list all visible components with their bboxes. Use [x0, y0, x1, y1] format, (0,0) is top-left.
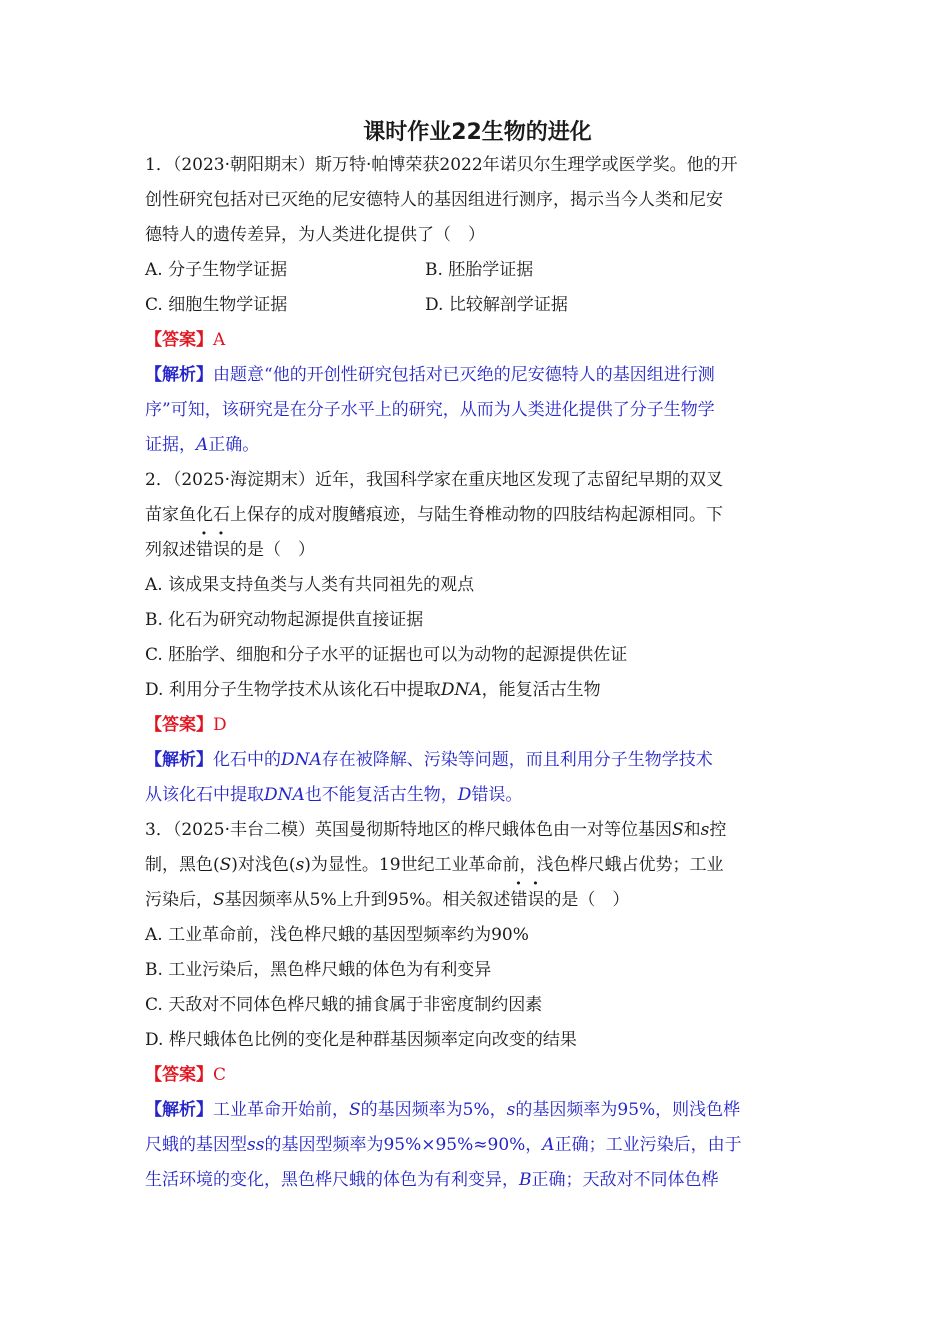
math-number: 5% — [462, 1100, 490, 1120]
question-1-stem-line-3: 德特人的遗传差异，为人类进化提供了（ ） — [145, 225, 485, 245]
answer-value: A — [213, 330, 226, 350]
math-variable: s — [295, 855, 305, 875]
math-variable: D — [457, 785, 472, 805]
question-3-stem-line-2 — [145, 848, 810, 883]
math-number: 95% — [617, 1100, 656, 1120]
math-variable: S — [349, 1100, 361, 1120]
page-title: 课时作业22生物的进化 — [363, 120, 592, 145]
explanation-text: 从该化石中提取 — [145, 785, 264, 805]
question-3-option-a — [145, 918, 810, 953]
math-variable: ss — [247, 1135, 265, 1155]
question-3-option-d: D. 桦尺蛾体色比例的变化是种群基因频率定向改变的结果 — [145, 1030, 577, 1050]
question-2-explanation-line-1 — [145, 743, 810, 778]
emphasis-dot-char: 错 — [196, 540, 213, 560]
explanation-text: 证据， — [145, 435, 196, 455]
question-3-stem-line-3 — [145, 883, 810, 918]
question-2-option-a: A. 该成果支持鱼类与人类有共同祖先的观点 — [145, 575, 475, 595]
document-page — [145, 118, 810, 1198]
stem-text: 控 — [709, 820, 727, 840]
question-1-option-d: D. 比较解剖学证据 — [425, 295, 568, 315]
stem-text: 列叙述 — [145, 540, 196, 560]
question-3-option-b: B. 工业污染后，黑色桦尺蛾的体色为有利变异 — [145, 960, 492, 980]
question-1-option-b: B. 胚胎学证据 — [425, 260, 534, 280]
answer-value: C — [213, 1065, 227, 1085]
question-1-explanation-line-1 — [145, 358, 810, 393]
math-number: 5% — [309, 890, 337, 910]
stem-text: 制，黑色( — [145, 855, 220, 875]
explanation-text: 的基因型频率为 — [264, 1135, 384, 1155]
stem-text: )对浅色( — [231, 855, 296, 875]
math-variable: A — [196, 435, 209, 455]
question-3-explanation-line-2 — [145, 1128, 810, 1163]
question-2-stem-line-3 — [145, 533, 810, 568]
question-3-answer — [145, 1058, 810, 1093]
explanation-text: 化石中的 — [213, 750, 281, 770]
question-2-option-c: C. 胚胎学、细胞和分子水平的证据也可以为动物的起源提供佐证 — [145, 645, 628, 665]
emphasis-dot-char: 误 — [213, 540, 230, 560]
explanation-text: 的基因频率为 — [515, 1100, 618, 1120]
answer-tag: 【答案】 — [145, 1065, 213, 1085]
explanation-text: 存在被降解、污染等问题，而且利用分子生物学技术 — [321, 750, 713, 770]
question-3 — [145, 813, 810, 1198]
question-1-option-a: A. 分子生物学证据 — [145, 260, 288, 280]
option-text: D. 利用分子生物学技术从该化石中提取 — [145, 680, 441, 700]
question-2-stem-line-2: 苗家鱼化石上保存的成对腹鳍痕迹，与陆生脊椎动物的四肢结构起源相同。下 — [145, 505, 723, 525]
answer-tag: 【答案】 — [145, 330, 213, 350]
stem-text: )为显性。19世纪工业革命前，浅色桦尺蛾占优势；工业 — [304, 855, 724, 875]
question-1-answer — [145, 323, 810, 358]
answer-tag: 【答案】 — [145, 715, 213, 735]
question-2-stem-line-1: 2．（2025·海淀期末）近年，我国科学家在重庆地区发现了志留纪早期的双叉 — [145, 470, 723, 490]
stem-text: 基因频率从 — [224, 890, 310, 910]
option-text: A. 工业革命前，浅色桦尺蛾的基因型频率约为 — [145, 925, 492, 945]
explanation-text: ，则浅色桦 — [655, 1100, 741, 1120]
explanation-text: 正确。 — [208, 435, 260, 455]
question-1-options-row-1 — [145, 253, 810, 288]
math-variable: s — [506, 1100, 516, 1120]
stem-text: 污染后， — [145, 890, 213, 910]
stem-text: 的是（ ） — [230, 540, 315, 560]
explanation-text: 正确；天敌对不同体色桦 — [531, 1170, 719, 1190]
math-number: 95% — [387, 890, 426, 910]
explanation-text: 尺蛾的基因型 — [145, 1135, 247, 1155]
math-variable: S — [671, 820, 684, 840]
math-variable: DNA — [281, 750, 322, 770]
math-number: 90% — [491, 925, 529, 945]
question-1 — [145, 148, 810, 463]
stem-text: 的是（ ） — [544, 890, 630, 910]
stem-text: 3．（2025·丰台二模）英国曼彻斯特地区的桦尺蛾体色由一对等位基因 — [145, 820, 672, 840]
answer-value: D — [213, 715, 227, 735]
explanation-text: 也不能复活古生物， — [304, 785, 458, 805]
stem-text: 和 — [683, 820, 701, 840]
explanation-text: ， — [489, 1100, 507, 1120]
question-2-explanation-line-2 — [145, 778, 810, 813]
math-variable: B — [519, 1170, 532, 1190]
question-1-options-row-2 — [145, 288, 810, 323]
question-2-option-d — [145, 673, 810, 708]
explanation-text: ， — [525, 1135, 543, 1155]
explanation-text: 由题意“他的开创性研究包括对已灭绝的尼安德特人的基因组进行测 — [213, 365, 715, 385]
question-3-explanation-line-1 — [145, 1093, 810, 1128]
stem-text: 。相关叙述 — [425, 890, 511, 910]
question-3-explanation-line-3 — [145, 1163, 810, 1198]
math-variable: DNA — [440, 680, 482, 700]
question-1-stem-line-1: 1．（2023·朝阳期末）斯万特·帕博荣获2022年诺贝尔生理学或医学奖。他的开 — [145, 155, 738, 175]
question-1-stem-line-2: 创性研究包括对已灭绝的尼安德特人的基因组进行测序，揭示当今人类和尼安 — [145, 190, 723, 210]
question-3-option-c: C. 天敌对不同体色桦尺蛾的捕食属于非密度制约因素 — [145, 995, 543, 1015]
explanation-tag: 【解析】 — [145, 365, 213, 385]
emphasis-dot-char: 误 — [527, 890, 545, 910]
explanation-text: 工业革命开始前， — [213, 1100, 349, 1120]
question-1-explanation-line-2: 序”可知，该研究是在分子水平上的研究，从而为人类进化提供了分子生物学 — [145, 400, 715, 420]
question-1-explanation-line-3 — [145, 428, 810, 463]
question-3-stem-line-1 — [145, 813, 810, 848]
explanation-text: 正确；工业污染后，由于 — [554, 1135, 742, 1155]
math-variable: S — [213, 890, 225, 910]
explanation-tag: 【解析】 — [145, 1100, 213, 1120]
math-number: 95%×95%≈90% — [383, 1135, 526, 1155]
explanation-text: 的基因频率为 — [360, 1100, 463, 1120]
question-2 — [145, 463, 810, 813]
question-2-answer — [145, 708, 810, 743]
option-text: ，能复活古生物 — [481, 680, 601, 700]
explanation-tag: 【解析】 — [145, 750, 213, 770]
explanation-text: 生活环境的变化，黑色桦尺蛾的体色为有利变异， — [145, 1170, 519, 1190]
math-variable: A — [542, 1135, 555, 1155]
emphasis-dot-char: 错 — [510, 890, 528, 910]
question-2-option-b: B. 化石为研究动物起源提供直接证据 — [145, 610, 424, 630]
stem-text: 上升到 — [336, 890, 388, 910]
math-variable: DNA — [264, 785, 305, 805]
question-1-option-c: C. 细胞生物学证据 — [145, 295, 288, 315]
math-variable: S — [219, 855, 232, 875]
math-variable: s — [700, 820, 710, 840]
explanation-text: 错误。 — [471, 785, 523, 805]
